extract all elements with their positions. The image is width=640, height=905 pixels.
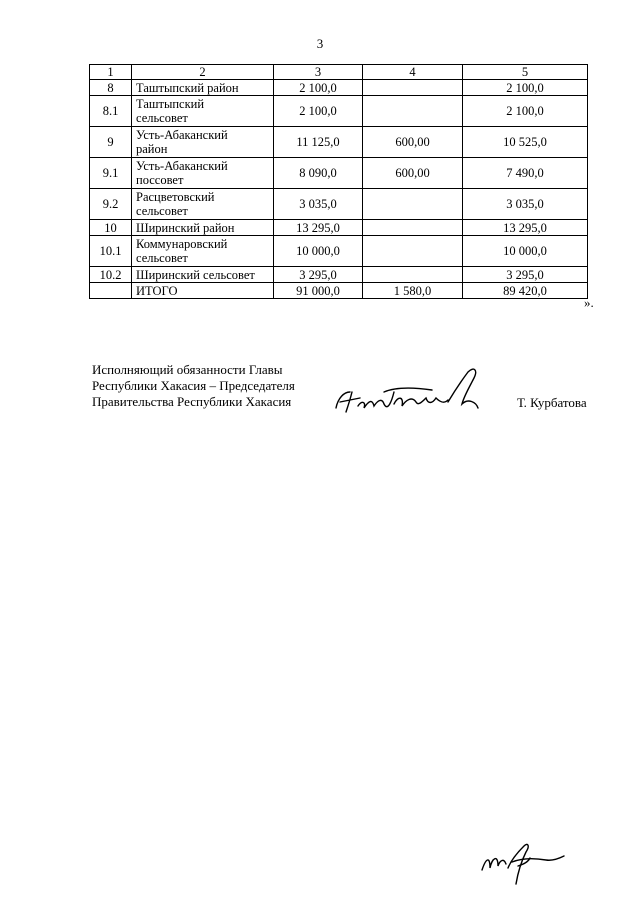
row-number-cell: 10 — [90, 220, 132, 236]
signatory-title-line: Республики Хакасия – Председателя — [92, 378, 295, 393]
amount-cell — [363, 220, 463, 236]
row-number-cell: 8.1 — [90, 96, 132, 127]
row-number-cell: 9 — [90, 127, 132, 158]
amount-cell: 7 490,0 — [463, 158, 588, 189]
row-number-cell: 10.1 — [90, 236, 132, 267]
row-name-line: ИТОГО — [136, 283, 178, 298]
row-name-line: Ширинский сельсовет — [136, 267, 255, 282]
signatory-title — [92, 362, 295, 410]
table-row — [90, 158, 588, 189]
table-row — [90, 80, 588, 96]
amount-cell — [363, 189, 463, 220]
row-name-cell — [132, 189, 274, 220]
handwritten-signature — [328, 362, 498, 418]
row-name-cell — [132, 236, 274, 267]
row-name-cell — [132, 127, 274, 158]
amount-cell: 3 295,0 — [274, 267, 363, 283]
table-row — [90, 189, 588, 220]
row-name-line: Коммунаровский — [136, 237, 228, 251]
amount-cell: 2 100,0 — [463, 80, 588, 96]
amount-cell: 11 125,0 — [274, 127, 363, 158]
table-row — [90, 96, 588, 127]
amount-cell: 8 090,0 — [274, 158, 363, 189]
amount-cell — [363, 236, 463, 267]
row-name-line: сельсовет — [136, 251, 188, 265]
row-name-line: Таштыпский район — [136, 80, 239, 95]
table-row — [90, 283, 588, 299]
amount-cell: 13 295,0 — [274, 220, 363, 236]
signatory-name: Т. Курбатова — [517, 395, 587, 410]
table-row — [90, 236, 588, 267]
row-name-line: Расцветовский — [136, 190, 215, 204]
amount-cell: 13 295,0 — [463, 220, 588, 236]
row-name-line: Ширинский район — [136, 220, 235, 235]
row-name-cell — [132, 96, 274, 127]
amount-cell: 2 100,0 — [463, 96, 588, 127]
row-name-line: Усть-Абаканский — [136, 159, 228, 173]
amount-cell: 10 525,0 — [463, 127, 588, 158]
amount-cell: 91 000,0 — [274, 283, 363, 299]
row-name-cell — [132, 80, 274, 96]
row-number-cell — [90, 283, 132, 299]
page-number: 3 — [316, 36, 324, 51]
amount-cell: 600,00 — [363, 127, 463, 158]
row-name-cell — [132, 267, 274, 283]
amount-cell: 89 420,0 — [463, 283, 588, 299]
amount-cell: 10 000,0 — [463, 236, 588, 267]
amount-cell: 3 035,0 — [274, 189, 363, 220]
header-cell: 4 — [363, 65, 463, 80]
amount-cell: 10 000,0 — [274, 236, 363, 267]
header-cell: 2 — [132, 65, 274, 80]
amount-cell: 2 100,0 — [274, 96, 363, 127]
amount-cell — [363, 267, 463, 283]
closing-quote: ». — [584, 295, 594, 310]
row-name-line: Усть-Абаканский — [136, 128, 228, 142]
amount-cell: 3 295,0 — [463, 267, 588, 283]
header-cell: 5 — [463, 65, 588, 80]
row-name-line: поссовет — [136, 173, 184, 187]
row-name-cell — [132, 283, 274, 299]
amount-cell: 1 580,0 — [363, 283, 463, 299]
amount-cell: 2 100,0 — [274, 80, 363, 96]
row-name-line: район — [136, 142, 168, 156]
row-name-line: сельсовет — [136, 204, 188, 218]
amount-cell: 600,00 — [363, 158, 463, 189]
row-number-cell: 9.2 — [90, 189, 132, 220]
row-number-cell: 10.2 — [90, 267, 132, 283]
header-cell: 1 — [90, 65, 132, 80]
table-row — [90, 267, 588, 283]
table-header-row — [90, 65, 588, 80]
amount-cell — [363, 80, 463, 96]
signatory-title-line: Правительства Республики Хакасия — [92, 394, 292, 409]
row-name-line: сельсовет — [136, 111, 188, 125]
table-row — [90, 220, 588, 236]
row-name-cell — [132, 220, 274, 236]
amount-cell: 3 035,0 — [463, 189, 588, 220]
row-name-line: Таштыпский — [136, 97, 205, 111]
table-row — [90, 127, 588, 158]
row-number-cell: 9.1 — [90, 158, 132, 189]
initials-mark — [478, 832, 568, 888]
header-cell: 3 — [274, 65, 363, 80]
allocation-table — [89, 64, 588, 299]
signatory-title-line: Исполняющий обязанности Главы — [92, 362, 283, 377]
row-name-cell — [132, 158, 274, 189]
amount-cell — [363, 96, 463, 127]
row-number-cell: 8 — [90, 80, 132, 96]
